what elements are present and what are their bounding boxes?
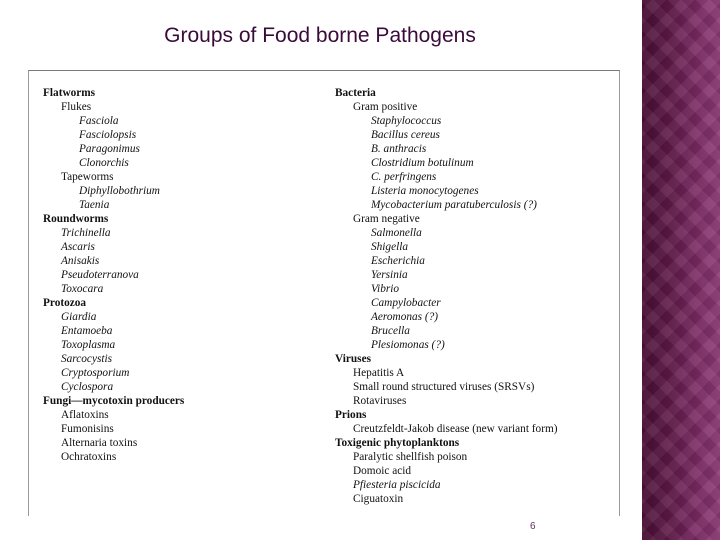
list-item: Ciguatoxin bbox=[353, 493, 404, 505]
list-item: Sarcocystis bbox=[61, 353, 113, 365]
list-item: Flatworms bbox=[43, 87, 96, 99]
list-item: Brucella bbox=[371, 325, 410, 337]
list-item: Paralytic shellfish poison bbox=[353, 451, 468, 463]
list-item: Yersinia bbox=[371, 269, 408, 281]
list-item: Fungi—mycotoxin producers bbox=[43, 395, 185, 407]
list-item: Clonorchis bbox=[79, 157, 129, 169]
list-item: Salmonella bbox=[371, 227, 422, 239]
list-item: Pfiesteria piscicida bbox=[353, 479, 441, 491]
list-item: Cyclospora bbox=[61, 381, 114, 393]
list-item: Staphylococcus bbox=[371, 115, 442, 127]
list-item: Plesiomonas (?) bbox=[371, 339, 445, 351]
page-number: 6 bbox=[530, 521, 536, 532]
list-item: C. perfringens bbox=[371, 171, 437, 183]
list-item: Paragonimus bbox=[79, 143, 140, 155]
list-item: Prions bbox=[335, 409, 367, 421]
list-item: Fasciolopsis bbox=[79, 129, 137, 141]
list-item: Escherichia bbox=[371, 255, 425, 267]
list-item: Bacteria bbox=[335, 87, 376, 99]
list-item: Trichinella bbox=[61, 227, 111, 239]
list-item: Viruses bbox=[335, 353, 371, 365]
list-item: Gram negative bbox=[353, 213, 420, 225]
list-item: Alternaria toxins bbox=[61, 437, 138, 449]
list-item: Hepatitis A bbox=[353, 367, 405, 379]
list-item: Entamoeba bbox=[61, 325, 113, 337]
list-item: Domoic acid bbox=[353, 465, 412, 477]
list-item: Creutzfeldt-Jakob disease (new variant form) bbox=[353, 423, 558, 435]
list-item: Toxigenic phytoplanktons bbox=[335, 437, 460, 449]
left-column bbox=[43, 86, 184, 464]
list-item: Clostridium botulinum bbox=[371, 157, 474, 169]
list-item: Anisakis bbox=[61, 255, 100, 267]
list-item: Protozoa bbox=[43, 297, 87, 309]
list-item: Roundworms bbox=[43, 213, 109, 225]
list-item: Aeromonas (?) bbox=[371, 311, 439, 323]
list-item: Ochratoxins bbox=[61, 451, 117, 463]
list-item: Diphyllobothrium bbox=[79, 185, 160, 197]
list-item: Fumonisins bbox=[61, 423, 114, 435]
list-item: Toxocara bbox=[61, 283, 104, 295]
list-item: Rotaviruses bbox=[353, 395, 407, 407]
list-item: Vibrio bbox=[371, 283, 400, 295]
list-item: Flukes bbox=[61, 101, 92, 113]
list-item: Listeria monocytogenes bbox=[371, 185, 479, 197]
list-item: Aflatoxins bbox=[61, 409, 109, 421]
list-item: Tapeworms bbox=[61, 171, 114, 183]
list-item: Campylobacter bbox=[371, 297, 441, 309]
list-item: Bacillus cereus bbox=[371, 129, 440, 141]
right-column bbox=[335, 86, 558, 506]
list-item: Pseudoterranova bbox=[61, 269, 139, 281]
list-item: Toxoplasma bbox=[61, 339, 116, 351]
list-item: Fasciola bbox=[79, 115, 119, 127]
list-item: Ascaris bbox=[61, 241, 95, 253]
list-item: Giardia bbox=[61, 311, 97, 323]
pathogen-table bbox=[28, 70, 620, 516]
list-item: B. anthracis bbox=[371, 143, 427, 155]
list-item: Mycobacterium paratuberculosis (?) bbox=[371, 199, 537, 211]
list-item: Taenia bbox=[79, 199, 110, 211]
decorative-sidebar bbox=[642, 0, 720, 540]
list-item: Cryptosporium bbox=[61, 367, 130, 379]
list-item: Small round structured viruses (SRSVs) bbox=[353, 381, 535, 393]
list-item: Gram positive bbox=[353, 101, 418, 113]
list-item: Shigella bbox=[371, 241, 409, 253]
page-title: Groups of Food borne Pathogens bbox=[164, 24, 476, 47]
